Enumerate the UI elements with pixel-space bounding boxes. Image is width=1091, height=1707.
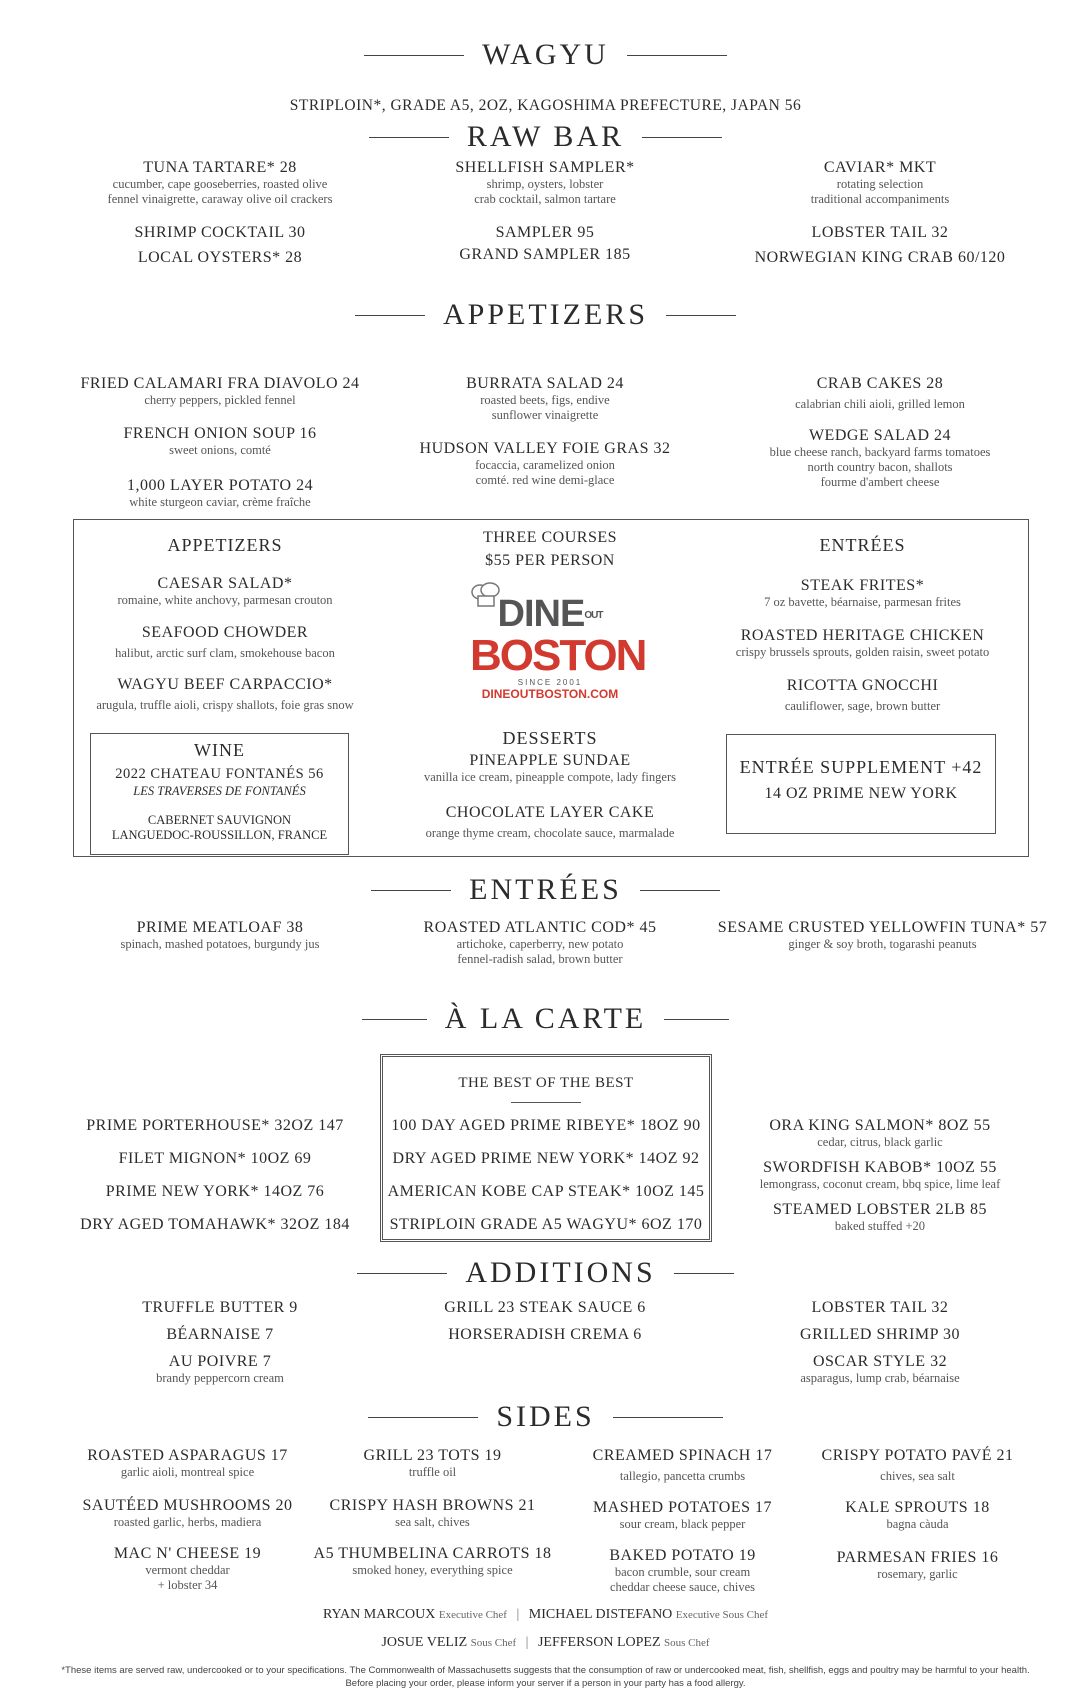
menu-item: CAVIAR* MKT — [823, 159, 937, 176]
item-desc: cauliflower, sage, brown butter — [784, 699, 941, 713]
disclaimer-line-2: Before placing your order, please inform your server if a person in your party has a food allergy. — [345, 1678, 746, 1689]
item-desc: sour cream, black pepper — [619, 1517, 746, 1531]
menu-item: BÉARNAISE 7 — [166, 1326, 274, 1343]
wagyu-item: STRIPLOIN*, GRADE A5, 2OZ, KAGOSHIMA PREFECTURE, JAPAN 56 — [289, 97, 802, 114]
wine-region: LANGUEDOC-ROUSSILLON, FRANCE — [111, 828, 328, 842]
raw-bar-col-2 — [385, 158, 705, 264]
item-desc: sea salt, chives — [395, 1515, 470, 1529]
box-title: ENTRÉES — [819, 535, 906, 555]
additions-col-2 — [385, 1298, 705, 1344]
menu-item: CHOCOLATE LAYER CAKE — [445, 804, 655, 821]
chef-title: Executive Sous Chef — [675, 1609, 769, 1621]
item-desc: halibut, arctic surf clam, smokehouse bacon — [115, 646, 335, 660]
menu-item: LOBSTER TAIL 32 — [811, 1299, 949, 1316]
menu-item: WAGYU BEEF CARPACCIO* — [117, 676, 333, 693]
section-title: SIDES — [496, 1400, 595, 1433]
menu-item: TUNA TARTARE* 28 — [143, 159, 297, 176]
menu-item: PRIME PORTERHOUSE* 32OZ 147 — [86, 1117, 344, 1134]
chef-title: Sous Chef — [470, 1637, 517, 1649]
menu-item: FRENCH ONION SOUP 16 — [123, 425, 317, 442]
chef-title: Executive Chef — [438, 1609, 507, 1621]
menu-item: WEDGE SALAD 24 — [808, 427, 952, 444]
allergy-disclaimer — [60, 1664, 1031, 1690]
item-desc: spinach, mashed potatoes, burgundy jus — [120, 937, 320, 951]
item-desc: roasted garlic, herbs, madiera — [113, 1515, 262, 1529]
alacarte-seafood — [720, 1116, 1040, 1234]
chefs-line-2 — [0, 1635, 1091, 1651]
menu-item: CRISPY HASH BROWNS 21 — [329, 1497, 536, 1514]
menu-item: A5 THUMBELINA CARROTS 18 — [313, 1545, 552, 1562]
item-desc: romaine, white anchovy, parmesan crouton — [117, 593, 333, 607]
logo-dine-text: DINE — [497, 593, 585, 635]
entrees-header — [0, 873, 1091, 907]
item-desc: cherry peppers, pickled fennel — [144, 393, 296, 407]
price-label: $55 PER PERSON — [485, 552, 615, 569]
item-desc: calabrian chili aioli, grilled lemon — [795, 397, 965, 411]
item-desc: cucumber, cape gooseberries, roasted olive — [112, 177, 328, 191]
raw-bar-col-1 — [60, 158, 380, 267]
section-title: ENTRÉES — [469, 873, 622, 906]
logo-since: SINCE 2001 — [517, 677, 583, 687]
prix-fixe-entrees — [705, 535, 1020, 714]
additions-col-1 — [60, 1298, 380, 1386]
item-desc: lemongrass, coconut cream, bbq spice, lime leaf — [759, 1177, 1001, 1191]
menu-item: FRIED CALAMARI FRA DIAVOLO 24 — [80, 375, 360, 392]
box-title: APPETIZERS — [167, 535, 283, 555]
best-of-the-best — [380, 1074, 712, 1234]
item-desc: smoked honey, everything spice — [352, 1563, 513, 1577]
item-desc: arugula, truffle aioli, crispy shallots, foie gras snow — [96, 698, 354, 712]
disclaimer-line-1: *These items are served raw, undercooked or to your specifications. The Commonwealth of Massachusetts suggests that the consumption of raw or undercooked meat, fish, shellfish, eggs and poultry may be harmful to your health. — [61, 1665, 1030, 1676]
menu-item: CAESAR SALAD* — [157, 575, 293, 592]
alacarte-steaks — [60, 1116, 370, 1234]
menu-item: KALE SPROUTS 18 — [845, 1499, 990, 1516]
menu-item: LOBSTER TAIL 32 — [811, 224, 949, 241]
item-desc: focaccia, caramelized onion — [475, 458, 615, 472]
menu-item: PARMESAN FRIES 16 — [836, 1549, 999, 1566]
menu-item: STEAK FRITES* — [800, 577, 925, 594]
supplement-item: 14 OZ PRIME NEW YORK — [764, 785, 958, 802]
dine-out-boston-logo — [470, 582, 646, 712]
item-desc: 7 oz bavette, béarnaise, parmesan frites — [764, 595, 961, 609]
item-desc: + lobster 34 — [157, 1578, 218, 1592]
appetizers-col-1 — [60, 374, 380, 510]
item-desc: garlic aioli, montreal spice — [120, 1465, 255, 1479]
menu-item: HUDSON VALLEY FOIE GRAS 32 — [419, 440, 671, 457]
item-desc: shrimp, oysters, lobster — [486, 177, 604, 191]
item-desc: cheddar cheese sauce, chives — [609, 1580, 756, 1594]
menu-item: 1,000 LAYER POTATO 24 — [126, 477, 314, 494]
menu-item: SHELLFISH SAMPLER* — [455, 159, 635, 176]
prix-fixe-appetizers — [75, 535, 375, 713]
menu-item: SHRIMP COCKTAIL 30 — [134, 224, 306, 241]
item-desc: rotating selection — [836, 177, 924, 191]
section-title: ADDITIONS — [465, 1256, 656, 1289]
section-title: APPETIZERS — [442, 298, 649, 331]
raw-bar-header — [0, 120, 1091, 154]
chef-hat-icon — [470, 582, 504, 615]
menu-item: MAC N' CHEESE 19 — [113, 1545, 262, 1562]
appetizers-col-3 — [720, 374, 1040, 490]
chef-name: MICHAEL DISTEFANO — [528, 1607, 673, 1622]
menu-item: OSCAR STYLE 32 — [812, 1353, 948, 1370]
menu-item: SWORDFISH KABOB* 10OZ 55 — [763, 1159, 997, 1176]
menu-item: PRIME MEATLOAF 38 — [136, 919, 304, 936]
additions-header — [0, 1256, 1091, 1290]
separator: | — [516, 1607, 520, 1622]
box-title: DESSERTS — [502, 728, 598, 748]
box-title: THE BEST OF THE BEST — [458, 1075, 634, 1091]
menu-item: CRISPY POTATO PAVÉ 21 — [821, 1447, 1014, 1464]
menu-item: LOCAL OYSTERS* 28 — [137, 249, 303, 266]
menu-item: DRY AGED TOMAHAWK* 32OZ 184 — [80, 1216, 350, 1233]
sides-col-1 — [60, 1446, 315, 1593]
separator: | — [525, 1635, 529, 1650]
item-desc: fourme d'ambert cheese — [820, 475, 940, 489]
menu-item: ROASTED HERITAGE CHICKEN — [740, 627, 985, 644]
menu-item: SEAFOOD CHOWDER — [141, 624, 309, 641]
supplement-title: ENTRÉE SUPPLEMENT +42 — [739, 757, 983, 777]
supplement-box — [726, 734, 996, 834]
menu-item: STEAMED LOBSTER 2LB 85 — [772, 1201, 988, 1218]
item-desc: artichoke, caperberry, new potato — [456, 937, 624, 951]
appetizers-header — [0, 298, 1091, 332]
menu-item: FILET MIGNON* 10OZ 69 — [118, 1150, 312, 1167]
menu-item: MASHED POTATOES 17 — [593, 1499, 772, 1516]
menu-item: SESAME CRUSTED YELLOWFIN TUNA* 57 — [717, 919, 1048, 936]
menu-item: CREAMED SPINACH 17 — [592, 1447, 773, 1464]
divider — [511, 1102, 581, 1103]
menu-item: AU POIVRE 7 — [168, 1353, 272, 1370]
menu-item: RICOTTA GNOCCHI — [786, 677, 939, 694]
menu-item: NORWEGIAN KING CRAB 60/120 — [754, 249, 1006, 266]
chef-name: JEFFERSON LOPEZ — [537, 1635, 661, 1650]
wagyu-header — [0, 38, 1091, 72]
menu-item: STRIPLOIN GRADE A5 WAGYU* 6OZ 170 — [389, 1216, 703, 1233]
item-desc: crab cocktail, salmon tartare — [474, 192, 616, 206]
item-desc: sweet onions, comté — [169, 443, 271, 457]
courses-label: THREE COURSES — [482, 529, 618, 546]
logo-boston: BOSTON — [470, 630, 646, 680]
menu-item: AMERICAN KOBE CAP STEAK* 10OZ 145 — [387, 1183, 705, 1200]
raw-bar-col-3 — [720, 158, 1040, 267]
section-title: WAGYU — [482, 38, 609, 71]
menu-item: ORA KING SALMON* 8OZ 55 — [769, 1117, 991, 1134]
item-desc: rosemary, garlic — [877, 1567, 958, 1581]
item-desc: ginger & soy broth, togarashi peanuts — [788, 937, 977, 951]
menu-item: BAKED POTATO 19 — [609, 1547, 756, 1564]
item-desc: tallegio, pancetta crumbs — [619, 1469, 746, 1483]
sides-col-3 — [555, 1446, 810, 1595]
item-desc: vermont cheddar — [145, 1563, 230, 1577]
alacarte-header — [0, 1002, 1091, 1036]
entree-item-3 — [705, 918, 1060, 952]
item-desc: traditional accompaniments — [810, 192, 950, 206]
menu-item: CRAB CAKES 28 — [816, 375, 944, 392]
item-desc: blue cheese ranch, backyard farms tomatoes — [769, 445, 991, 459]
sides-header — [0, 1400, 1091, 1434]
item-desc: bagna càuda — [886, 1517, 949, 1531]
menu-item: PINEAPPLE SUNDAE — [469, 752, 631, 769]
item-desc: baked stuffed +20 — [834, 1219, 926, 1233]
item-desc: north country bacon, shallots — [807, 460, 953, 474]
sides-col-4 — [790, 1446, 1045, 1582]
menu-item: ROASTED ATLANTIC COD* 45 — [423, 919, 657, 936]
menu-item: BURRATA SALAD 24 — [466, 375, 624, 392]
wine-sub: LES TRAVERSES DE FONTANÉS — [133, 784, 306, 798]
menu-item: SAUTÉED MUSHROOMS 20 — [82, 1497, 293, 1514]
section-title: À LA CARTE — [444, 1002, 647, 1035]
menu-item: PRIME NEW YORK* 14OZ 76 — [105, 1183, 325, 1200]
item-desc: roasted beets, figs, endive — [480, 393, 610, 407]
menu-item: SAMPLER 95 — [495, 224, 595, 241]
item-desc: bacon crumble, sour cream — [614, 1565, 751, 1579]
chefs-line-1 — [0, 1607, 1091, 1623]
item-desc: cedar, citrus, black garlic — [817, 1135, 943, 1149]
item-desc: truffle oil — [408, 1465, 457, 1479]
logo-url: DINEOUTBOSTON.COM — [481, 686, 619, 701]
menu-item: GRAND SAMPLER 185 — [459, 246, 631, 263]
menu-item: GRILLED SHRIMP 30 — [800, 1326, 960, 1343]
item-desc: white sturgeon caviar, crème fraîche — [129, 495, 311, 509]
prix-fixe-desserts — [395, 728, 705, 841]
wine-box — [90, 733, 349, 855]
item-desc: asparagus, lump crab, béarnaise — [800, 1371, 960, 1385]
menu-item: GRILL 23 TOTS 19 — [363, 1447, 502, 1464]
menu-item: 100 DAY AGED PRIME RIBEYE* 18OZ 90 — [391, 1117, 701, 1134]
menu-item: GRILL 23 STEAK SAUCE 6 — [444, 1299, 646, 1316]
menu-item: DRY AGED PRIME NEW YORK* 14OZ 92 — [392, 1150, 700, 1167]
appetizers-col-2 — [385, 374, 705, 488]
logo-out-text: OUT — [584, 609, 603, 621]
item-desc: vanilla ice cream, pineapple compote, lady fingers — [424, 770, 676, 784]
entree-item-2 — [380, 918, 700, 967]
chef-name: JOSUE VELIZ — [381, 1635, 468, 1650]
additions-col-3 — [720, 1298, 1040, 1386]
item-desc: crispy brussels sprouts, golden raisin, sweet potato — [735, 645, 990, 659]
item-desc: chives, sea salt — [880, 1469, 955, 1483]
item-desc: sunflower vinaigrette — [491, 408, 599, 422]
item-desc: orange thyme cream, chocolate sauce, marmalade — [425, 826, 675, 840]
prix-fixe-price — [400, 528, 700, 570]
item-desc: comté. red wine demi-glace — [475, 473, 615, 487]
item-desc: fennel vinaigrette, caraway olive oil crackers — [107, 192, 333, 206]
sides-col-2 — [305, 1446, 560, 1578]
menu-item: TRUFFLE BUTTER 9 — [142, 1299, 298, 1316]
menu-item: HORSERADISH CREMA 6 — [448, 1326, 642, 1343]
wine-title: WINE — [194, 740, 245, 760]
menu-item: ROASTED ASPARAGUS 17 — [87, 1447, 288, 1464]
chef-name: RYAN MARCOUX — [322, 1607, 436, 1622]
section-title: RAW BAR — [466, 120, 625, 153]
item-desc: brandy peppercorn cream — [156, 1371, 284, 1385]
item-desc: fennel-radish salad, brown butter — [457, 952, 623, 966]
wine-name: 2022 CHATEAU FONTANÉS 56 — [115, 766, 324, 782]
wine-varietal: CABERNET SAUVIGNON — [147, 813, 292, 827]
entree-item-1 — [60, 918, 380, 952]
chef-title: Sous Chef — [664, 1637, 710, 1649]
